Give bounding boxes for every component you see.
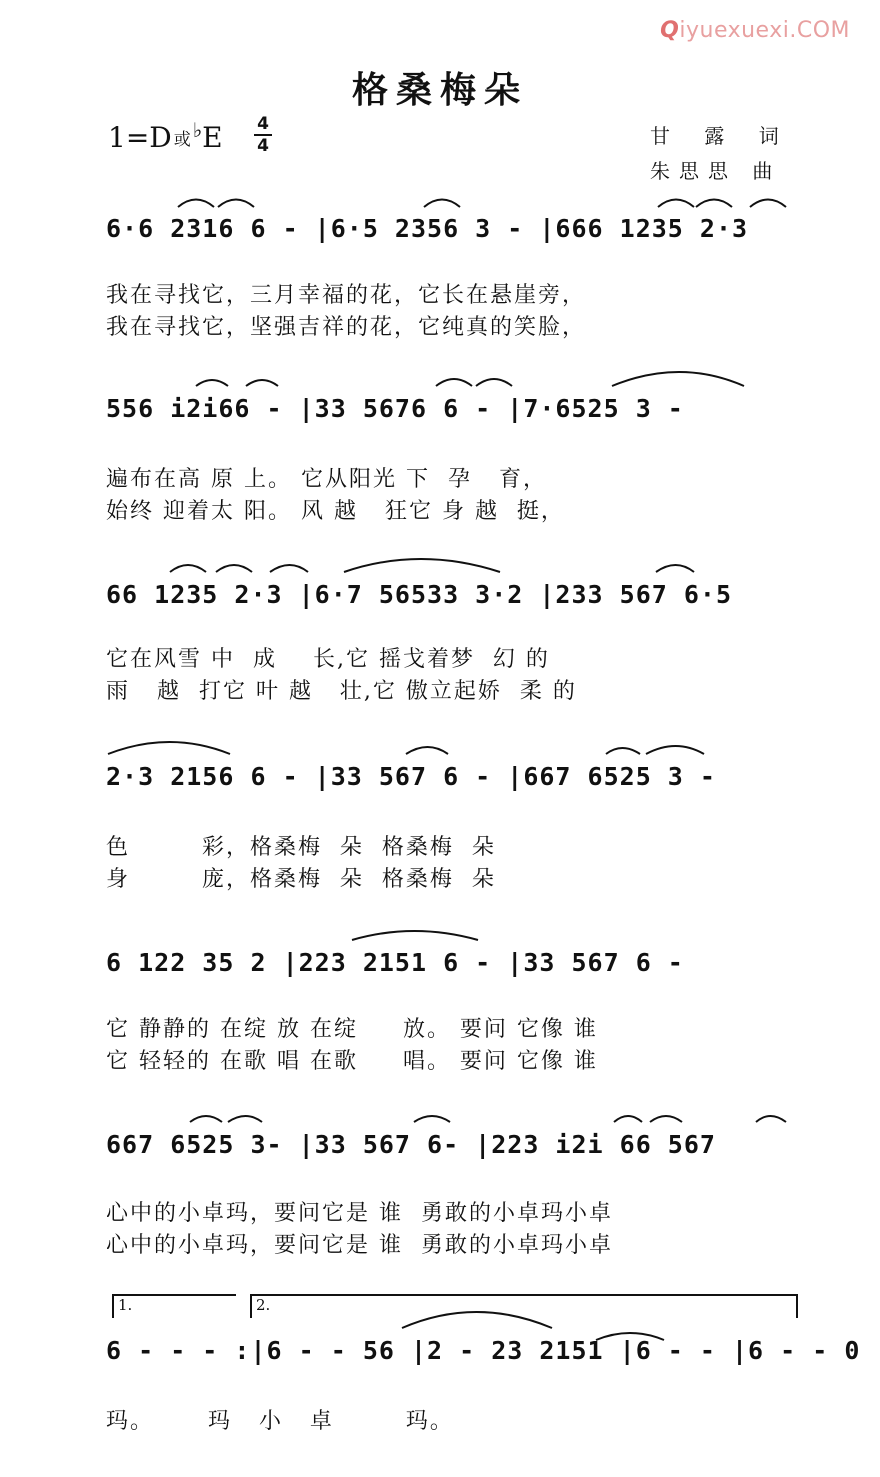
notation-line-6: 667 6525 3- |33 567 6- |223 i2i 66 567 (106, 1130, 716, 1159)
time-bottom: 4 (254, 134, 272, 156)
lyric-line-3a: 它在风雪 中 成 长,它 摇戈着梦 幻 的 (106, 647, 550, 672)
lyric-line-2b: 始终 迎着太 阳。 风 越 狂它 身 越 挺， (106, 499, 565, 524)
watermark-text: iyuexuexi.COM (679, 18, 850, 43)
lyric-line-1a: 我在寻找它，三月幸福的花，它长在悬崖旁， (106, 283, 587, 308)
notation-line-1: 6·6 2316 6 - |6·5 2356 3 - |666 1235 2·3 (106, 214, 749, 243)
watermark-q: Q (660, 18, 680, 43)
song-title: 格桑梅朵 (351, 69, 528, 111)
key-signature (108, 118, 223, 154)
key-alt: E (202, 121, 223, 154)
key-or: 或 (173, 130, 191, 150)
composer-credit: 朱思思 曲 (650, 159, 782, 183)
lyric-line-4b: 身 庞，格桑梅 朵 格桑梅 朵 (106, 867, 496, 892)
lyricist-credit: 甘 露 词 (650, 124, 793, 148)
lyric-line-5b: 它 轻轻的 在歌 唱 在歌 唱。 要问 它像 谁 (106, 1049, 598, 1074)
lyric-line-5a: 它 静静的 在绽 放 在绽 放。 要问 它像 谁 (106, 1017, 598, 1042)
notation-line-4: 2·3 2156 6 - |33 567 6 - |667 6525 3 - (106, 762, 716, 791)
watermark (660, 18, 850, 43)
lyric-line-7: 玛。 玛 小 卓 玛。 (106, 1409, 454, 1434)
lyric-line-6a: 心中的小卓玛，要问它是 谁 勇敢的小卓玛小卓 (106, 1201, 613, 1226)
notation-line-2: 556 i2i66 - |33 5676 6 - |7·6525 3 - (106, 394, 684, 423)
time-top: 4 (257, 114, 269, 134)
volta-2: 2. (250, 1294, 798, 1318)
time-signature (254, 114, 272, 156)
lyric-line-6b: 心中的小卓玛，要问它是 谁 勇敢的小卓玛小卓 (106, 1233, 613, 1258)
lyric-line-2a: 遍布在高 原 上。 它从阳光 下 孕 育， (106, 467, 547, 492)
volta-1: 1. (112, 1294, 236, 1318)
notation-line-5: 6 122 35 2 |223 2151 6 - |33 567 6 - (106, 948, 684, 977)
lyric-line-1b: 我在寻找它，坚强吉祥的花，它纯真的笑脸， (106, 315, 587, 340)
notation-line-7: 6 - - - :|6 - - 56 |2 - 23 2151 |6 - - |6 - - 0 (106, 1336, 861, 1365)
key-main: 1=D (108, 121, 172, 154)
lyric-line-4a: 色 彩，格桑梅 朵 格桑梅 朵 (106, 835, 496, 860)
flat-icon: ♭ (192, 118, 203, 142)
notation-line-3: 66 1235 2·3 |6·7 56533 3·2 |233 567 6·5 (106, 580, 732, 609)
lyric-line-3b: 雨 越 打它 叶 越 壮,它 傲立起娇 柔 的 (106, 679, 577, 704)
